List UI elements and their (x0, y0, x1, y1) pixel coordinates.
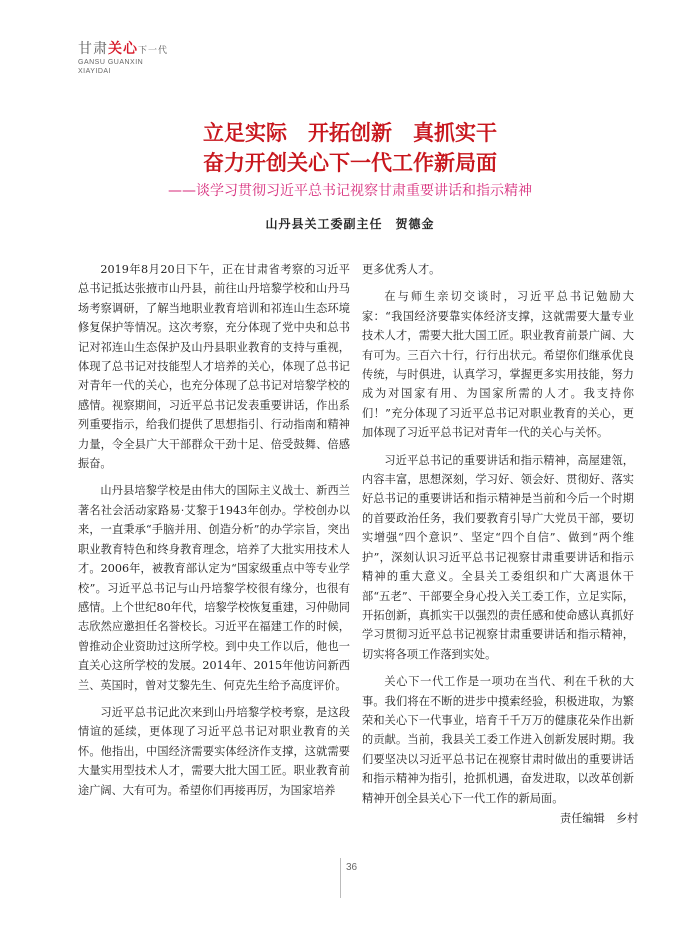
title-line-1: 立足实际 开拓创新 真抓实干 (203, 120, 497, 145)
right-column (362, 260, 634, 808)
paragraph: 山丹县培黎学校是由伟大的国际主义战士、新西兰著名社会活动家路易·艾黎于1943年创办。学校创办以来，一直秉承“手脑并用、创造分析”的办学宗旨，突出职业教育特色和终身教育理念，培养了大批实用技术人才。2006年，被教育部认定为“国家级重点中等专业学校”。习近平总书记与山丹培黎学校很有缘分，也很有感情。上个世纪80年代，培黎学校恢复重建，习仲勋同志欣然应邀担任名誉校长。习近平在福建工作的时候，曾推动企业资助过这所学校。到中央工作以后，他也一直关心这所学校的发展。2014年、2015年他访问新西兰、英国时，曾对艾黎先生、何克先生给予高度评价。 (78, 484, 350, 692)
logo-suffix: 下一代 (138, 46, 169, 56)
magazine-logo (78, 38, 168, 98)
subtitle: ——谈学习贯彻习近平总书记视察甘肃重要讲话和指示精神 (168, 183, 532, 199)
logo-en-line2: XIAYIDAI (78, 68, 112, 75)
paragraph-continued: 更多优秀人才。 (362, 263, 441, 276)
left-column (78, 260, 350, 800)
logo-red-text: 关心 (108, 41, 138, 57)
paragraph: 习近平总书记此次来到山丹培黎学校考察，是这段情谊的延续，更体现了习近平总书记对职业教育的关怀。他指出，中国经济需要实体经济作支撑，这就需要大量实用型技术人才，需要大批大国工匠。职业教育前途广阔、大有可为。希望你们再接再厉，为国家培养 (78, 705, 350, 797)
logo-prefix: 甘肃 (78, 41, 108, 57)
logo-title (78, 38, 168, 58)
page-number: 36 (346, 862, 358, 873)
paragraph: 关心下一代工作是一项功在当代、利在千秋的大事。我们将在不断的进步中摸索经验，积极进取，为繁荣和关心下一代事业，培育千千万万的健康花朵作出新的贡献。当前，我县关工委工作进入创新发展时期。我们要坚决以习近平总书记在视察甘肃时做出的重要讲话和指示精神为指引，抢抓机遇，奋发进取，以改革创新精神开创全县关心下一代工作的新局面。 (362, 675, 634, 805)
paragraph: 在与师生亲切交谈时，习近平总书记勉励大家：“我国经济要靠实体经济支撑，这就需要大量专业技术人才，需要大批大国工匠。职业教育前景广阔、大有可为。三百六十行，行行出状元。希望你们继承优良传统，与时俱进，认真学习，掌握更多实用技能，努力成为对国家有用、为国家所需的人才。我支持你们！”充分体现了习近平总书记对职业教育的关心，更加体现了习近平总书记对青年一代的关心与关怀。 (362, 290, 634, 440)
title-line-2: 奋力开创关心下一代工作新局面 (203, 150, 497, 175)
editor-credit: 责任编辑 乡村 (560, 812, 639, 825)
paragraph: 2019年8月20日下午，正在甘肃省考察的习近平总书记抵达张掖市山丹县，前往山丹培黎学校和山丹马场考察调研，了解当地职业教育培训和祁连山生态环境修复保护等情况。这次考察，充分体现了党中央和总书记对祁连山生态保护及山丹县职业教育的支持与重视，体现了总书记对技能型人才培养的关心，体现了总书记对青年一代的关心，也充分体现了总书记对培黎学校的感情。视察期间，习近平总书记发表重要讲话，作出系列重要指示，给我们提供了思想指引、行动指南和精神力量，令全县广大干部群众干劲十足、倍受鼓舞、倍感振奋。 (78, 263, 350, 471)
page-divider (340, 858, 341, 898)
paragraph: 习近平总书记的重要讲话和指示精神，高屋建瓴，内容丰富，思想深刻，学习好、领会好、贯彻好、落实好总书记的重要讲话和指示精神是当前和今后一个时期的首要政治任务，我们要教育引导广大党员干部，要切实增强“四个意识”、坚定“四个自信”、做到“两个维护”，深刻认识习近平总书记视察甘肃重要讲话和指示精神的重大意义。全县关工委组织和广大离退休干部“五老”、干部要全身心投入关工委工作，立足实际，开拓创新，真抓实干以强烈的责任感和使命感认真抓好学习贯彻习近平总书记视察甘肃重要讲话和指示精神，切实将各项工作落到实处。 (362, 453, 634, 661)
author-byline: 山丹县关工委副主任 贺德金 (265, 217, 435, 231)
logo-en-line1: GANSU GUANXIN (78, 59, 144, 66)
